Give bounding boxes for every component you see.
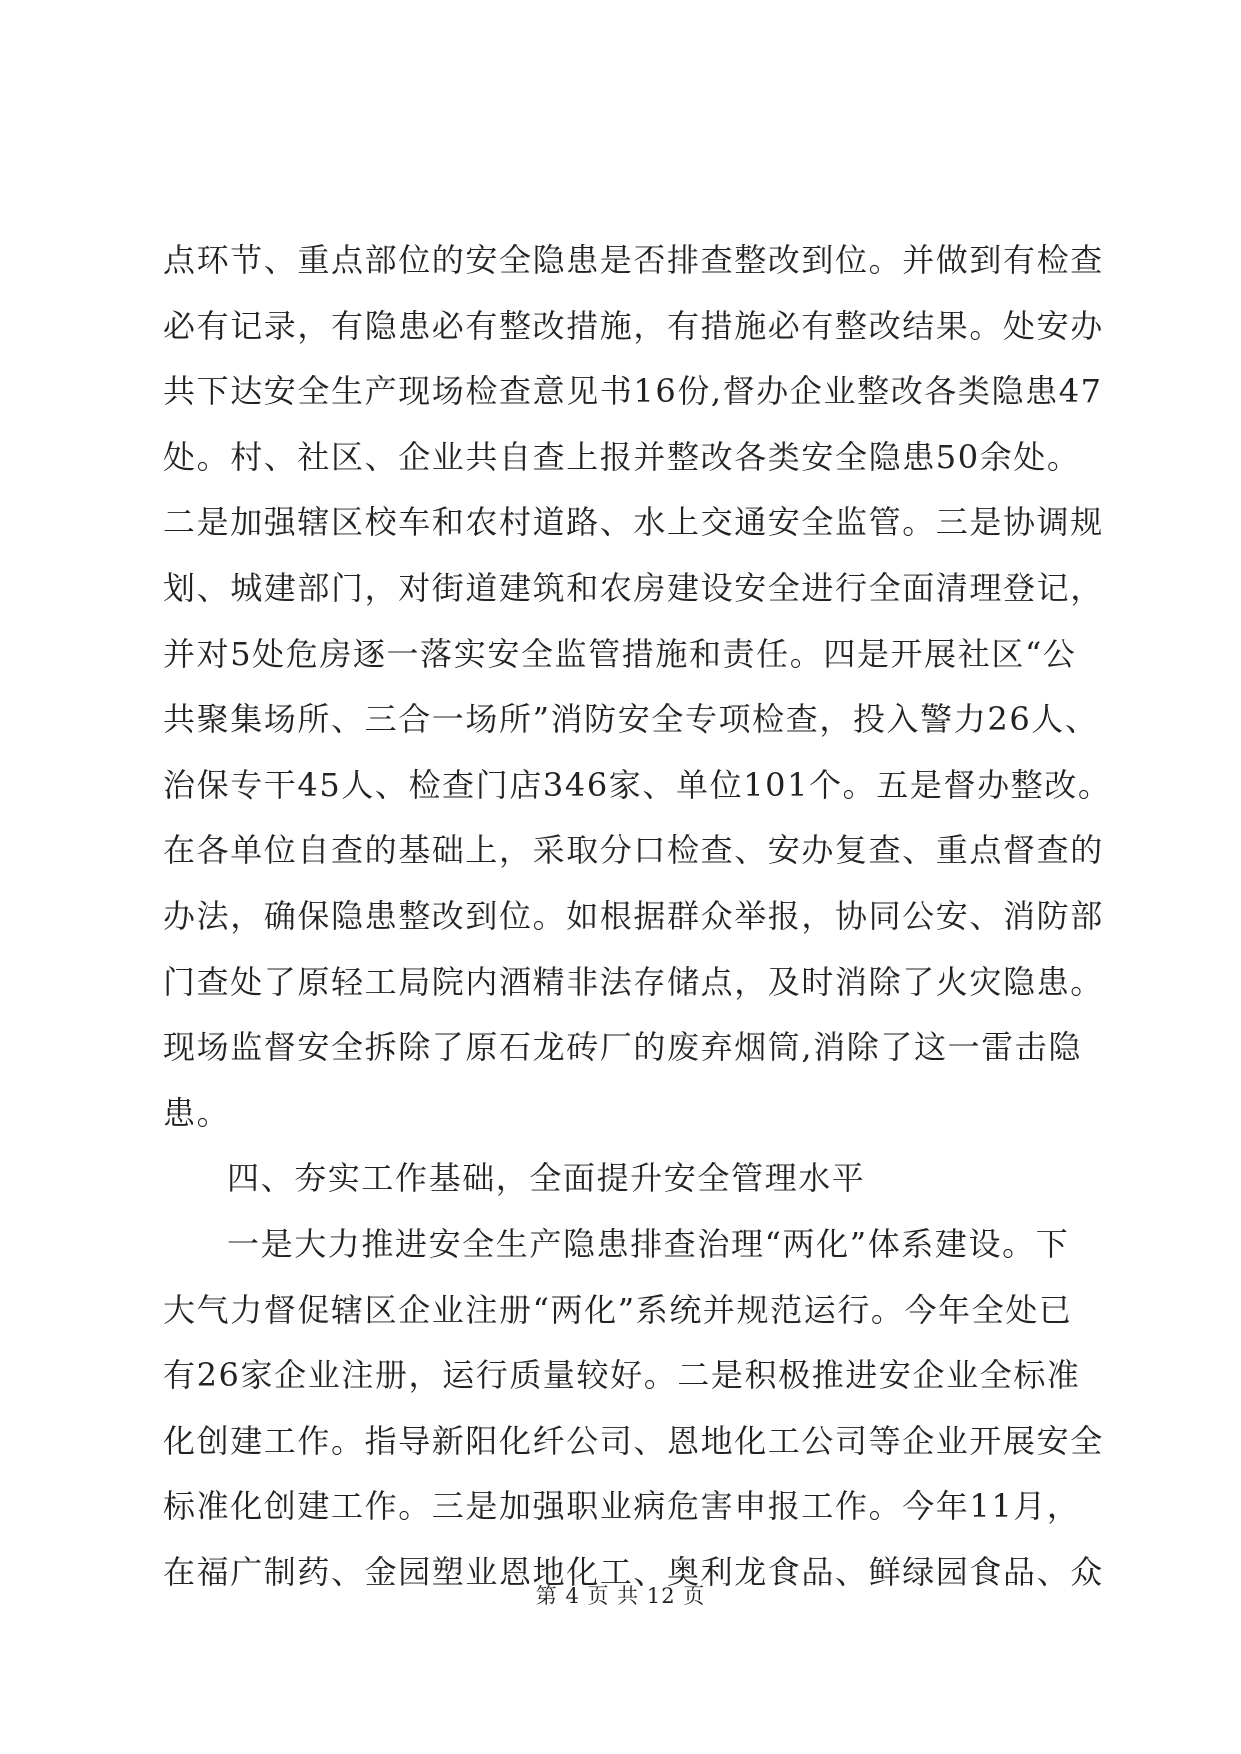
body-line: 二是加强辖区校车和农村道路、水上交通安全监管。三是协调规 — [163, 503, 1104, 542]
page-number-footer: 第 4 页 共 12 页 — [535, 1584, 706, 1608]
body-line: 化创建工作。指导新阳化纤公司、恩地化工公司等企业开展安全 — [163, 1421, 1104, 1460]
body-line: 标准化创建工作。三是加强职业病危害申报工作。今年11月， — [163, 1487, 1081, 1526]
body-line: 大气力督促辖区企业注册“两化”系统并规范运行。今年全处已 — [163, 1290, 1073, 1329]
body-line: 门查处了原轻工局院内酒精非法存储点，及时消除了火灾隐患。 — [163, 962, 1104, 1001]
body-line: 一是大力推进安全生产隐患排查治理“两化”体系建设。下 — [227, 1224, 1070, 1263]
body-line: 共下达安全生产现场检查意见书16份,督办企业整改各类隐患47 — [163, 372, 1103, 411]
body-line: 共聚集场所、三合一场所”消防安全专项检查，投入警力26人、 — [163, 700, 1099, 739]
body-line: 必有记录，有隐患必有整改措施，有措施必有整改结果。处安办 — [163, 306, 1104, 345]
body-line: 在各单位自查的基础上，采取分口检查、安办复查、重点督查的 — [163, 831, 1104, 870]
body-line: 有26家企业注册，运行质量较好。二是积极推进安企业全标准 — [163, 1356, 1081, 1395]
section-heading: 四、夯实工作基础，全面提升安全管理水平 — [227, 1159, 866, 1198]
body-line: 现场监督安全拆除了原石龙砖厂的废弃烟筒,消除了这一雷击隐 — [163, 1028, 1082, 1067]
body-line: 在福广制药、金园塑业恩地化工、奥利龙食品、鲜绿园食品、众 — [163, 1552, 1104, 1591]
body-line: 划、城建部门，对街道建筑和农房建设安全进行全面清理登记， — [163, 568, 1104, 607]
document-body — [163, 228, 1112, 1605]
body-line: 患。 — [163, 1093, 231, 1132]
body-line: 点环节、重点部位的安全隐患是否排查整改到位。并做到有检查 — [163, 241, 1104, 279]
body-line: 处。村、社区、企业共自查上报并整改各类安全隐患50余处。 — [163, 437, 1081, 476]
body-line: 办法，确保隐患整改到位。如根据群众举报，协同公安、消防部 — [163, 896, 1104, 935]
body-line: 并对5处危房逐一落实安全监管措施和责任。四是开展社区“公 — [163, 634, 1077, 673]
body-line: 治保专干45人、检查门店346家、单位101个。五是督办整改。 — [163, 765, 1112, 804]
